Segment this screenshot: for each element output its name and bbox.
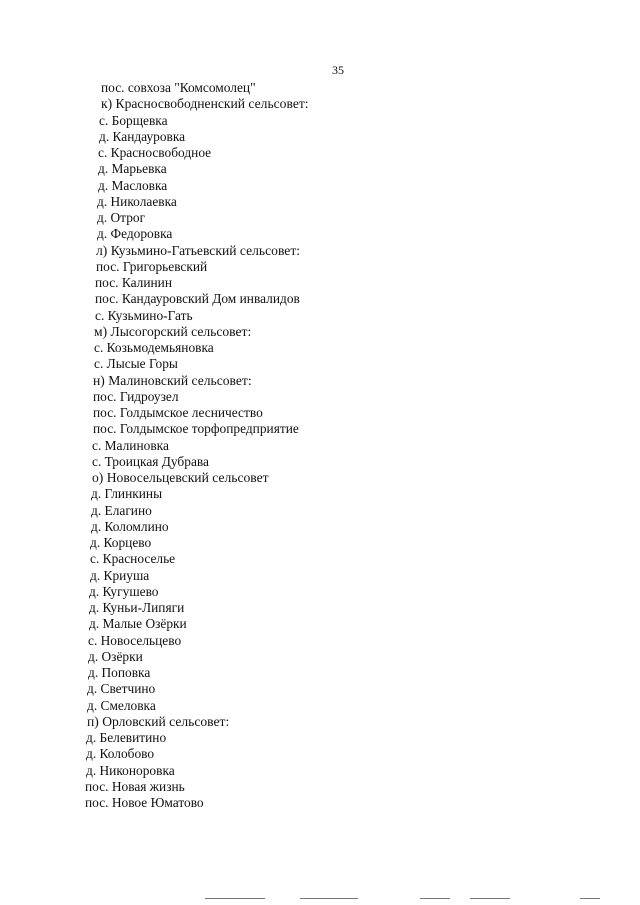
section-heading: п) Орловский сельсовет: [87,713,230,729]
list-line: пос. Новое Юматово [85,795,204,810]
list-line: д. Колобово [86,746,155,762]
section-heading: л) Кузьмино-Гатьевский сельсовет: [96,242,301,258]
list-line: д. Криуша [90,567,150,583]
list-line: с. Новосельцево [88,632,182,648]
section-heading: к) Красносвободненский сельсовет: [101,96,309,112]
list-line: с. Красноселье [90,551,176,567]
list-line: пос. Кандауровский Дом инвалидов [95,291,300,307]
list-line: д. Коломлино [91,518,169,534]
page-number: 35 [332,63,344,77]
list-line: пос. Калинин [95,275,172,290]
list-line: с. Борщевка [99,112,168,128]
list-line: д. Никоноровка [86,762,175,778]
list-line: пос. Голдымское торфопредприятие [93,421,299,437]
section-heading: о) Новосельцевский сельсовет [92,470,269,485]
list-line: д. Куньи-Липяги [89,600,185,615]
list-line: д. Малые Озёрки [89,616,187,632]
list-line: д. Озёрки [88,648,143,664]
list-line: с. Троицкая Дубрава [92,453,209,469]
list-line: пос. Григорьевский [96,258,208,274]
list-line: д. Светчино [87,681,156,697]
list-line: с. Малиновка [92,437,169,453]
list-line: с. Кузьмино-Гать [95,307,193,323]
list-line: с. Лысые Горы [94,356,178,372]
list-line: д. Корцево [90,535,152,550]
section-heading: м) Лысогорский сельсовет: [94,323,252,339]
list-line: пос. совхоза "Комсомолец" [101,80,256,95]
list-line: д. Смеловка [87,697,156,713]
list-line: с. Красносвободное [98,145,212,160]
list-line: д. Масловка [98,177,168,193]
list-line: пос. Гидроузел [93,388,179,404]
list-line: д. Отрог [97,210,146,225]
settlement-list [0,80,640,811]
list-line: д. Поповка [88,665,151,680]
list-line: пос. Голдымское лесничество [93,405,263,420]
list-line: д. Марьевка [98,161,167,177]
list-line: д. Кандауровка [99,128,186,144]
list-line: с. Козьмодемьяновка [94,340,214,355]
list-line: д. Белевитино [86,730,167,745]
list-line: д. Кугушево [89,583,159,599]
list-line: д. Елагино [91,502,152,518]
list-line: д. Николаевка [97,193,177,209]
list-line: д. Глинкины [91,486,163,502]
list-line: д. Федоровка [97,226,173,242]
scan-artifact-marks [0,896,640,902]
list-line: пос. Новая жизнь [85,778,185,794]
section-heading: н) Малиновский сельсовет: [93,372,252,388]
